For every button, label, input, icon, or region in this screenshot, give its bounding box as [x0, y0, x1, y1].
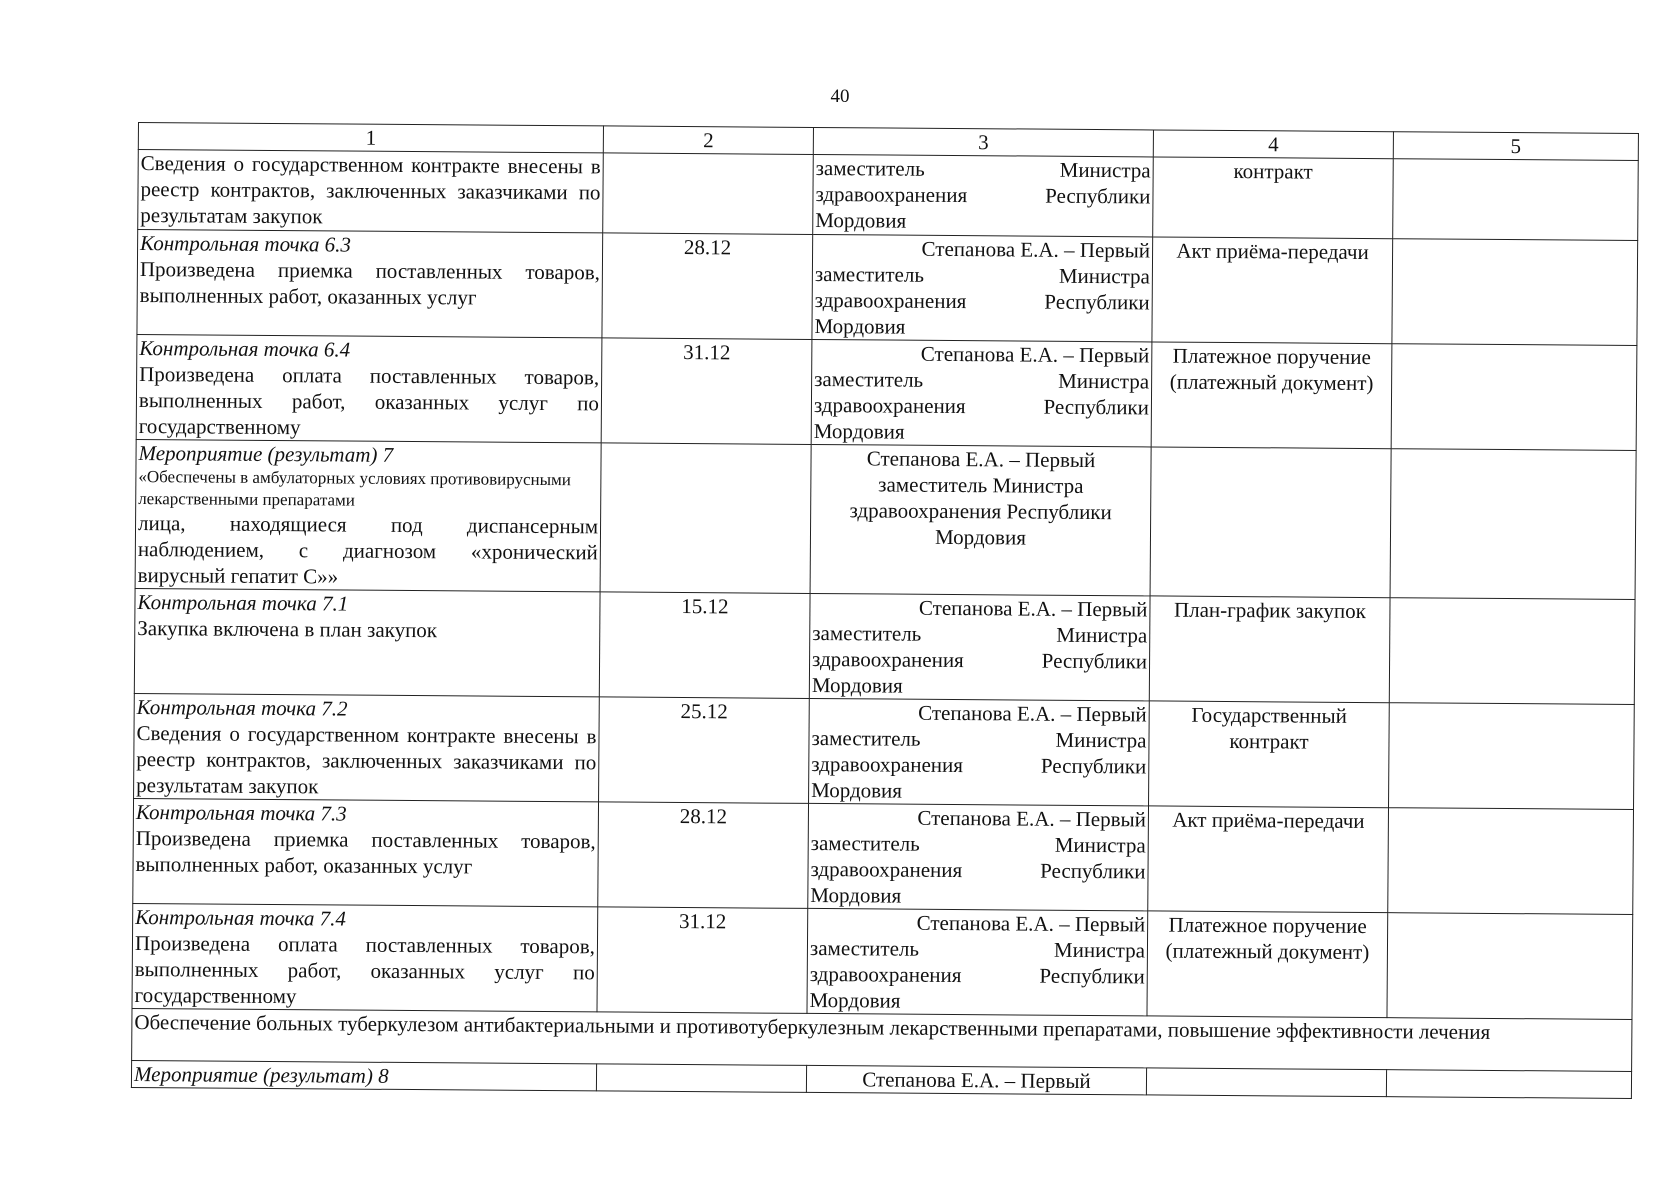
responsible-name: Степанова Е.А. – Первый [917, 805, 1147, 832]
row-date: 28.12 [602, 233, 813, 340]
row-date [600, 443, 811, 594]
row-col-5 [1393, 159, 1639, 241]
header-col-4: 4 [1153, 130, 1393, 159]
responsible-text: заместитель Министра здравоохранения Республики Мордовия [814, 261, 1150, 339]
responsible-text: заместитель Министра здравоохранения Республики Мордовия [811, 620, 1148, 698]
row-col-5 [1392, 239, 1638, 346]
header-col-3: 3 [813, 127, 1153, 156]
row-document: План-график закупок [1149, 596, 1390, 703]
control-points-table [131, 122, 1639, 1099]
section-heading: Обеспечение больных туберкулезом антибактериальными и противотуберкулезным лекарственными препаратами, повышение эффективности лечения [132, 1008, 1632, 1071]
row-date: 31.12 [601, 338, 812, 445]
row-document: Государственный контракт [1149, 701, 1390, 808]
row-document: Платежное поручение (платежный документ) [1147, 911, 1388, 1018]
row-date: 31.12 [597, 907, 808, 1014]
control-point-title: Контрольная точка 6.4 [139, 336, 351, 362]
row-col-5 [1391, 344, 1637, 451]
responsible-text: заместитель Министра здравоохранения Республики Мордовия [813, 366, 1150, 444]
responsible-name: Степанова Е.А. – Первый [920, 341, 1150, 368]
row-text: Произведена приемка поставленных товаров, выполненных работ, оказанных услуг [135, 826, 596, 879]
row-description [132, 903, 598, 1011]
table-row [138, 150, 1639, 241]
row-responsible [812, 234, 1153, 341]
row-col-5 [1390, 449, 1636, 600]
row-responsible [807, 908, 1148, 1015]
row-col-5 [1387, 913, 1633, 1020]
table-row [137, 230, 1638, 346]
header-col-1: 1 [138, 123, 603, 153]
table-row [134, 693, 1635, 809]
event-text: лица, находящиеся под диспансерным наблюдением, с диагнозом «хронический вирусный гепатит С»» [137, 511, 599, 589]
row-document [1150, 447, 1391, 598]
table-row [135, 439, 1636, 599]
table-row [136, 334, 1637, 450]
row-document: Акт приёма-передачи [1148, 806, 1389, 913]
control-point-title: Контрольная точка 7.2 [136, 695, 348, 721]
row-date: 15.12 [599, 592, 810, 699]
event-text-small: «Обеспечены в амбулаторных условиях противовирусными лекарственными препаратами [138, 467, 572, 510]
responsible-name: Степанова Е.А. – Первый [916, 910, 1146, 937]
row-text: Произведена оплата поставленных товаров, выполненных работ, оказанных услуг по государственному [134, 931, 596, 1009]
row-col-5 [1386, 1070, 1631, 1099]
responsible-text: заместитель Министра здравоохранения Республики Мордовия [810, 830, 1146, 908]
responsible-text: заместитель Министра здравоохранения Республики Мордовия [809, 935, 1146, 1013]
responsible-name: Степанова Е.А. – Первый [921, 236, 1151, 263]
page-number: 40 [830, 86, 850, 107]
event-description [135, 439, 601, 591]
event-responsible: Степанова Е.А. – Первый [806, 1065, 1146, 1094]
table-row [133, 798, 1634, 914]
row-description [133, 798, 599, 906]
row-description [137, 230, 603, 338]
row-description [138, 150, 604, 233]
control-point-title: Контрольная точка 7.3 [135, 800, 347, 826]
row-responsible [808, 803, 1149, 910]
row-responsible [811, 339, 1152, 446]
control-point-title: Контрольная точка 7.1 [137, 590, 349, 616]
row-document: Платежное поручение (платежный документ) [1151, 342, 1392, 449]
row-col-5 [1389, 703, 1635, 810]
row-text: Произведена оплата поставленных товаров, выполненных работ, оказанных услуг по государственному [138, 362, 600, 440]
row-description [134, 693, 600, 801]
row-col-5 [1389, 598, 1635, 705]
responsible-name: Степанова Е.А. – Первый [918, 595, 1148, 622]
control-point-title: Контрольная точка 7.4 [135, 905, 347, 931]
row-description [134, 588, 600, 696]
row-date: 25.12 [599, 697, 810, 804]
table-row [134, 588, 1635, 704]
event-description [131, 1060, 596, 1090]
row-responsible [813, 154, 1154, 236]
table-row [132, 903, 1633, 1019]
row-document: контракт [1153, 157, 1394, 239]
row-responsible [809, 698, 1150, 805]
row-document: Акт приёма-передачи [1152, 237, 1393, 344]
header-col-5: 5 [1393, 132, 1638, 161]
header-col-2: 2 [603, 126, 813, 155]
row-date: 28.12 [598, 802, 809, 909]
row-date [596, 1064, 806, 1093]
row-date [603, 153, 814, 235]
row-text: Произведена приемка поставленных товаров, выполненных работ, оказанных услуг [139, 257, 600, 310]
event-responsible: Степанова Е.А. – Первый заместитель Министра здравоохранения Республики Мордовия [810, 444, 1151, 595]
row-text: Сведения о государственном контракте внесены в реестр контрактов, заключенных заказчиками по результатам закупок [136, 721, 597, 799]
row-col-5 [1388, 808, 1634, 915]
row-responsible [809, 593, 1150, 700]
responsible-text: заместитель Министра здравоохранения Республики Мордовия [811, 725, 1147, 803]
event-title: Мероприятие (результат) 8 [133, 1061, 389, 1088]
responsible-name: Степанова Е.А. – Первый [918, 700, 1147, 727]
row-description [136, 334, 602, 442]
row-text: Закупка включена в план закупок [137, 616, 438, 643]
row-text: Сведения о государственном контракте внесены в реестр контрактов, заключенных заказчиками по результатам закупок [140, 151, 601, 229]
event-title: Мероприятие (результат) 7 [138, 441, 394, 467]
row-document [1146, 1068, 1386, 1097]
control-point-title: Контрольная точка 6.3 [140, 231, 351, 257]
responsible-text: заместитель Министра здравоохранения Республики Мордовия [815, 155, 1151, 233]
